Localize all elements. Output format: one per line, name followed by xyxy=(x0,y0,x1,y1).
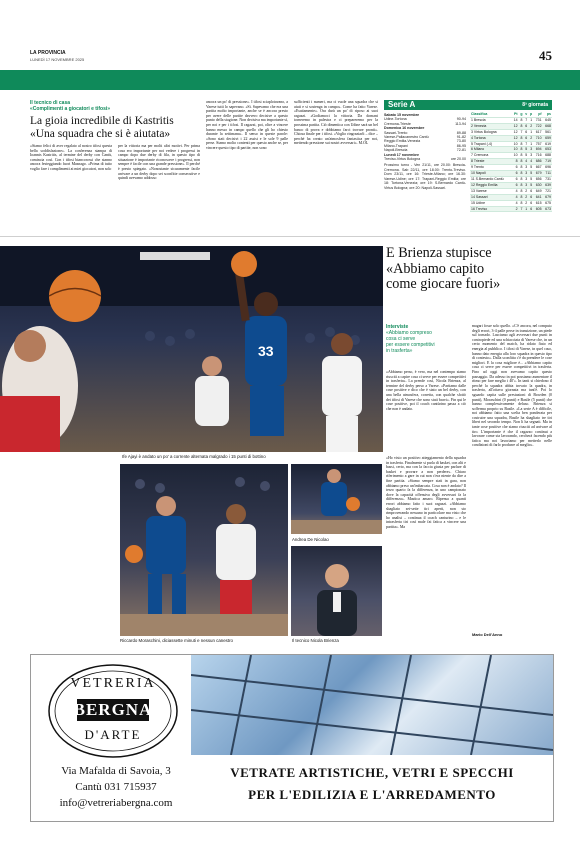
main-headline xyxy=(386,246,552,293)
standings-cell: 5 xyxy=(530,182,533,187)
standings-cell: 8 xyxy=(520,171,523,176)
standings-cell: 8 xyxy=(520,194,523,199)
standings-cell: 10 xyxy=(511,141,518,147)
standings-cell: 731 xyxy=(543,176,552,182)
results-header xyxy=(384,100,552,110)
ad-building-photo xyxy=(191,655,553,755)
standings-cell: 2 xyxy=(530,123,533,128)
summary-line-4: in trasferta» xyxy=(386,348,413,354)
team-name: 2 Venezia xyxy=(470,123,511,129)
standings-cell: 645 xyxy=(543,117,552,123)
player-right xyxy=(322,333,362,452)
standings-cell: 667 xyxy=(533,165,542,171)
caption-de-nicolao: Andrea De Nicolao xyxy=(292,537,329,542)
standings-cell: 7 xyxy=(525,141,528,146)
standings-cell: 2 xyxy=(511,206,518,212)
article-column-1: «Siamo felici di aver regalato al nostro tifosi questa bella soddisfazione». La conferenza stampa di Ioannis Kastritis, al termine del derby con Cantù, comincia così. Con i tifosi biancorossi che stanno ancora festeggiando fuori Masnago. «Prima di tutto voglio fare i complimenti ai miei giocatori, non solo xyxy=(30,144,112,171)
game-match: Treviso-Virtus Bologna xyxy=(384,157,421,162)
photo-brienza-svg xyxy=(291,546,382,636)
standings-cell: 4 xyxy=(511,194,518,200)
standings-cell: 4 xyxy=(530,159,533,164)
standings-cell: 8 xyxy=(520,135,523,140)
team-name: 15 Udine xyxy=(470,200,511,206)
team-name: 6 Milano xyxy=(470,147,511,153)
standings-cell: 1 xyxy=(530,141,533,146)
sunday-title: Domenica 16 novembre xyxy=(384,126,425,131)
standings-cell: 721 xyxy=(543,188,552,194)
page-number: 45 xyxy=(539,48,552,63)
photo-brienza xyxy=(291,546,382,636)
standings-header-cell: g xyxy=(520,112,523,116)
standings-cell: 7 xyxy=(520,206,523,211)
photo-de-nicolao-svg xyxy=(291,464,382,534)
team-name: 1 Brescia xyxy=(470,117,511,123)
standings-table-wrap xyxy=(470,112,552,212)
standings-cell: 641 xyxy=(533,194,542,200)
standings-cell: 617 xyxy=(533,129,542,135)
main-headline-line-1: E Brienza stupisce xyxy=(386,245,492,261)
team-name: 12 Reggio Emilia xyxy=(470,182,511,188)
game-score: ore 20.00 xyxy=(450,157,466,162)
standings-cell: 10 xyxy=(511,153,518,159)
kicker-line-2: «Complimenti a giocatori e tifosi» xyxy=(30,106,111,112)
standings-cell: 679 xyxy=(533,171,542,177)
section-label: Interviste xyxy=(386,324,409,330)
jersey-number: 33 xyxy=(258,343,274,359)
standings-cell: 5 xyxy=(530,165,533,170)
main-body-col-1a: «Abbiamo perso, è vero, ma nel contempo siamo riusciti a capire cosa ci serve per essere competitivi in trasferta». La prende così, Nicola Brienza, al termine del derby perso a Varese. «Partiamo dalle cose positive e dico che è stato un bel derby, con una bella atmosfera, corretta, con qualche sfottò dei tifosi di Varese che sono stati bravi». Fin qui le cose positive, poi il coach cantùrino passa a ciò che non è andato. xyxy=(386,370,466,411)
caption-moraschini: Riccardo Moraschini, diciassette minuti e nessun canestro xyxy=(120,638,233,643)
standings-cell: 675 xyxy=(543,200,552,206)
standings-cell: 3 xyxy=(530,147,533,152)
photo-moraschini xyxy=(120,464,288,636)
player-left xyxy=(0,326,78,452)
standings-cell: 10 xyxy=(511,147,518,153)
standings-cell: 2 xyxy=(525,200,528,205)
standings-table xyxy=(470,112,552,212)
team-name: 8 Trieste xyxy=(470,159,511,165)
advertisement xyxy=(30,654,554,822)
article-column-4: sufficienti i numeri, ma ci vuole una squadra che si aiuti e si sostenga in campo». Come ha fatto Varese. «Esattamente». Ora darà un po' di riposo ai suoi ragazzi. «Godiamoci la vittoria. Da domani torneremo in palestra e ci prepareremo per la prossima partita. Ciò dimentica con Udine sarà un bel banco di prova e dobbiamo farci trovare pronti». Chiosa finale per i tifosi. «Voglio ringraziarli – dice – perché ha creato un'atmosfera fantastica per noi, mettendo pressione sui nostri avversari». M.OL xyxy=(294,100,378,146)
standings-cell: 686 xyxy=(533,159,542,165)
standings-cell: 8 xyxy=(520,159,523,164)
ad-logo-bottom: D'ARTE xyxy=(84,727,142,742)
byline: Mario Dell'Anno xyxy=(472,632,503,637)
standings-cell: 3 xyxy=(525,176,528,181)
game-score: 113-94 xyxy=(455,121,466,126)
team-name: 9 Trento xyxy=(470,165,511,171)
standings-cell: 3 xyxy=(525,182,528,187)
game-match: Varese-Pallacanestro Cantù xyxy=(384,135,429,140)
standings-cell: 696 xyxy=(543,165,552,171)
standings-cell: 6 xyxy=(511,176,518,182)
ad-address: Via Mafalda di Savoia, 3 xyxy=(61,765,171,777)
monday-games xyxy=(384,157,466,161)
game-score: 86-95 xyxy=(456,143,466,148)
standings-cell: 1 xyxy=(530,129,533,134)
main-body-col-1b: «Ho visto un positivo atteggiamento della squadra in trasferta. Finalmente si parla di basket, con alti e bassi, certo, ma con la faccia giusta per parlare di basket e provare a non perdere». Chiaro riferimento a gare in cui non c'era niente da dire a fine partita. «Siamo sempre stati in gara, non abbiamo preso un'imbarcata. Cosa non è andato? Il terzo quarto fa la differenza, in uno campionato dove la capacità offensiva degli avversari fa la differenza». Mastica amaro. Ripensa a quanti errori abbiamo fatto i suoi ragazzi. «Abbiamo sbagliato sei-sette tiri aperti, non sto rimproverando nessuno in particolare ma visto che ho analisi – continua il coach canturino – e le intrasferta tiri così male fai fatica a vincere una partita». Ma xyxy=(386,456,466,529)
next-round-text: Prossimo turno - Ven 21/11, ore 20.00: Brescia-Cremona. Sab 22/11, ore 18.00: Trento-Treviso. Dom 23/11, ore 16: Trieste-Milano; ore 16.30: Varese-Udine; ore 17: Trapani-Reggio Emilia; ore 18: Tortona-Venezia; ore 19: S.Bernardo Cantù-Virtus Bologna; ore 20: Napoli-Sassari. xyxy=(384,163,466,190)
standings-cell: 3 xyxy=(525,171,528,176)
league-name: Serie A xyxy=(388,100,416,109)
team-name: 7 Cremona xyxy=(470,153,511,159)
standings-cell: 5 xyxy=(525,153,528,158)
game-score: 73-80 xyxy=(456,139,466,144)
standings-cell: 5 xyxy=(530,176,533,181)
standings-cell: 6 xyxy=(530,200,533,205)
standings-cell: 673 xyxy=(543,206,552,212)
headline-line-2: «Una squadra che si è aiutata» xyxy=(30,127,171,140)
game-score: 89-88 xyxy=(456,130,466,135)
standings-cell: 6 xyxy=(530,206,533,211)
standings-cell: 722 xyxy=(533,123,542,129)
summary-line-3: per essere competitivi xyxy=(386,342,435,348)
team-name: 5 Trapani (-4) xyxy=(470,141,511,147)
saturday-games xyxy=(384,117,466,126)
game-row xyxy=(384,157,466,161)
standings-cell: 8 xyxy=(520,153,523,158)
standings-cell: 8 xyxy=(520,123,523,128)
standings-cell: 757 xyxy=(533,141,542,147)
standings-cell: 8 xyxy=(520,117,523,122)
standings-header-cell: pf xyxy=(533,112,542,117)
standings-cell: 731 xyxy=(533,117,542,123)
team-name: 10 Napoli xyxy=(470,171,511,177)
game-score: 72-81 xyxy=(456,148,466,153)
scores-column xyxy=(384,113,466,190)
caption-ajayi: Ife Ajayi è andato un po' a corrente alternata malgrado i 15 punti di bottino xyxy=(122,454,266,459)
standings-cell: 4 xyxy=(511,200,518,206)
ad-slogan-1: VETRATE ARTISTICHE, VETRI E SPECCHI xyxy=(230,765,514,780)
divider-line xyxy=(0,236,580,237)
sunday-games xyxy=(384,131,466,153)
standings-header-cell: p xyxy=(530,112,533,116)
summary-box xyxy=(386,324,466,354)
photo-ajayi xyxy=(0,246,383,452)
standings-cell: 1 xyxy=(525,206,528,211)
standings-cell: 3 xyxy=(530,153,533,158)
standings-cell: 8 xyxy=(520,200,523,205)
team-name: 16 Treviso xyxy=(470,206,511,212)
standings-cell: 716 xyxy=(533,153,542,159)
standings-cell: 2 xyxy=(530,135,533,140)
standings-cell: 6 xyxy=(530,194,533,199)
standings-cell: 688 xyxy=(543,153,552,159)
section-band xyxy=(0,70,580,90)
standings-cell: 7 xyxy=(525,117,528,122)
game-match: Reggio Emilia-Venezia xyxy=(384,139,421,144)
standings-row xyxy=(470,206,552,212)
standings-cell: 7 xyxy=(520,129,523,134)
ad-phone: Cantù 031 715937 xyxy=(75,781,157,793)
ad-logo xyxy=(47,663,179,759)
photo-de-nicolao xyxy=(291,464,382,534)
photo-ajayi-svg xyxy=(0,246,383,452)
standings-cell: 6 xyxy=(511,182,518,188)
standings-cell: 679 xyxy=(543,194,552,200)
standings-cell: 12 xyxy=(511,135,518,141)
player-opponent xyxy=(216,504,256,616)
standings-cell: 710 xyxy=(533,135,542,141)
basketball-2 xyxy=(231,251,257,277)
ad-slogan-2: PER L'EDILIZIA E L'ARREDAMENTO xyxy=(248,787,496,802)
game-match: Cremona-Trieste xyxy=(384,121,411,126)
paper-name: LA PROVINCIA xyxy=(30,50,66,56)
saturday-title: Sabato 15 novembre xyxy=(384,113,420,117)
game-match: Udine-Tortona xyxy=(384,117,407,122)
round-number: 8ª giornata xyxy=(522,102,548,108)
results-box xyxy=(384,100,552,232)
summary-line-2: cosa ci serve xyxy=(386,336,416,342)
basketball-1 xyxy=(49,270,101,322)
summary-line-1: «Abbiamo compreso xyxy=(386,330,432,336)
headline-line-1: La gioia incredibile di Kastritis xyxy=(30,115,174,127)
standings-cell: 649 xyxy=(533,188,542,194)
standings-cell: 4 xyxy=(525,159,528,164)
standings-cell: 619 xyxy=(543,141,552,147)
standings-cell: 6 xyxy=(525,123,528,128)
monday-title: Lunedì 17 novembre xyxy=(384,152,419,157)
standings-cell: 6 xyxy=(511,165,518,171)
standings-cell: 2 xyxy=(525,188,528,193)
game-match: Sassari-Trento xyxy=(384,130,408,135)
standings-header-cell: v xyxy=(525,112,528,116)
standings-cell: 605 xyxy=(533,206,542,212)
player-defender xyxy=(195,356,229,426)
standings-cell: 8 xyxy=(511,159,518,165)
standings-cell: 1 xyxy=(530,117,533,122)
main-story xyxy=(386,246,552,642)
team-name: 14 Sassari xyxy=(470,194,511,200)
standings-cell: 8 xyxy=(520,188,523,193)
standings-cell: 5 xyxy=(530,171,533,176)
ad-building-svg xyxy=(191,655,553,755)
main-headline-line-3: come giocare fuori» xyxy=(386,276,501,292)
standings-cell: 12 xyxy=(511,123,518,129)
standings-cell: 561 xyxy=(543,129,552,135)
basketball-3 xyxy=(125,545,143,563)
article-column-2: per la vittoria ma per molti altri motivi. Per prima cosa ero importante per noi vedere i progressi in campo dopo due derby di fila, in questo tipo di situazione è importante riconoscere i progressi, non sempre è facile con una grande pressione». Il perché è presto spiegato. «Nonostante sicuramente facile arrivare a un derby dopo sei sconfitte consecutive e quindi avevamo addosso xyxy=(118,144,200,181)
standings-cell: 3 xyxy=(525,165,528,170)
team-name: 4 Tortona xyxy=(470,135,511,141)
headline xyxy=(30,115,174,140)
standings-cell: 8 xyxy=(520,141,523,146)
team-name: 3 Virtus Bologna xyxy=(470,129,511,135)
ad-logo-brand: BERGNA xyxy=(73,700,153,719)
standings-cell: 6 xyxy=(525,135,528,140)
ad-logo-top: VETRERIA xyxy=(70,676,156,691)
main-headline-line-2: «Abbiamo capito xyxy=(386,260,485,277)
photo-moraschini-svg xyxy=(120,464,288,636)
standings-cell: 6 xyxy=(530,188,533,193)
player-moraschini xyxy=(146,496,186,614)
standings-cell: 8 xyxy=(520,176,523,181)
standings-body xyxy=(470,117,552,212)
standings-cell: 653 xyxy=(543,147,552,153)
standings-cell: 12 xyxy=(511,129,518,135)
team-name: 11 S.Bernardo Cantù xyxy=(470,176,511,182)
standings-cell: 615 xyxy=(533,200,542,206)
team-name: 13 Varese xyxy=(470,188,511,194)
main-body-col-2: magari fosse solo quello. «C'è ancora, nel computo degli errori, 3-4 palle perse in transizione, un piede sul tornado. Lasciamo agli avversari due punti in contropiede ed una schiacciata di Varese che, in un certo momento del match, ha ridato fiato ed energia al pubblico. I tifosi di Varese, in quel caso, hanno dato energia alla loro squadra in questo tipo di contesto». Dalla sconfitta c'è da prendere le cose migliori. E la cosa migliore è... «Abbiamo capito cosa ci serve per essere competitivi in trasferta. Fino ad oggi non avevamo capito questo passaggio. Da adesso in poi possiamo aumentare il ritmo per fare meglio i 40'». In tanti si chiedono il perché la squadra abbia trovato la quadra, in trasferta, all'ottava giornata ma tant'è. Poi lo sguardo capita sulle prestazioni di Bowden (0 punti), Moraschini (0 punti) e Basile (5 punti) che hanno complessivamente deluso. Brienza si sofferma proprio su Basile. «La serie A è difficile, noi abbiamo fatto una scelta ben ponderata per costruire una squadra, Basile ha sbagliato tre tiri liberi nel secondo tempo. Non li ha segnati. Ma in tante cose positive che siamo riusciti ad arrivare al tiro. L'importante è che il ragazzo continui a lavorare come sta lavorando, cercherà facendo più fatica ma noi lavoriamo per metterlo nelle condizioni di farlo produrre al meglio». xyxy=(472,324,552,448)
standings-cell: 8 xyxy=(520,165,523,170)
top-story xyxy=(30,100,378,228)
kicker xyxy=(30,100,110,112)
standings-cell: 8 xyxy=(520,182,523,187)
standings-cell: 639 xyxy=(543,182,552,188)
standings-cell: 8 xyxy=(520,147,523,152)
standings-cell: 659 xyxy=(543,135,552,141)
standings-header-cell: Pt xyxy=(511,112,518,117)
game-score: 90-94 xyxy=(456,117,466,122)
standings-cell: 6 xyxy=(511,171,518,177)
standings-cell: 711 xyxy=(543,171,552,177)
ad-email: info@vetreriabergna.com xyxy=(59,797,173,809)
standings-header-cell: Classifica xyxy=(470,112,511,117)
standings-cell: 2 xyxy=(525,194,528,199)
standings-header-cell: ps xyxy=(543,112,552,117)
standings-cell: 656 xyxy=(533,176,542,182)
standings-cell: 630 xyxy=(533,182,542,188)
caption-brienza: Il tecnico Nicola Brienza xyxy=(292,638,339,643)
kicker-line-1: Il tecnico di casa xyxy=(30,100,71,106)
standings-cell: 6 xyxy=(525,129,528,134)
article-column-3: ancora un po' di pressione». I tifosi sciaplotavano, a Varese tutti lo sapevano. «Sì. Sapevamo che era una partita molto importante, anche se è ancora presto per avere delle partite davvero decisive a questo punto della stagione. Non decisiva ma importante sì, per noi e per i tifosi. Il ragazzi, poi, oltre a vincere hanno messo in campo quello che gli ho chiesto durante la settimana». Il senso in queste parole: «Sono stati decisivi i 22 assist e le sole 9 palle perse. Siamo molto contenti per questo anche se, per vincere questo tipo di partite, non sono xyxy=(206,100,288,150)
issue-date: LUNEDÌ 17 NOVEMBRE 2025 xyxy=(30,57,85,62)
standings-cell: 719 xyxy=(543,159,552,165)
game-score: 91-82 xyxy=(456,135,466,140)
standings-cell: 4 xyxy=(511,188,518,194)
game-match: Milano-Trapani xyxy=(384,143,408,148)
game-match: Napoli-Brescia xyxy=(384,148,408,153)
masthead xyxy=(30,48,552,70)
standings-cell: 5 xyxy=(525,147,528,152)
summary-text xyxy=(386,330,466,354)
standings-cell: 694 xyxy=(533,147,542,153)
standings-cell: 668 xyxy=(543,123,552,129)
standings-cell: 14 xyxy=(511,117,518,123)
